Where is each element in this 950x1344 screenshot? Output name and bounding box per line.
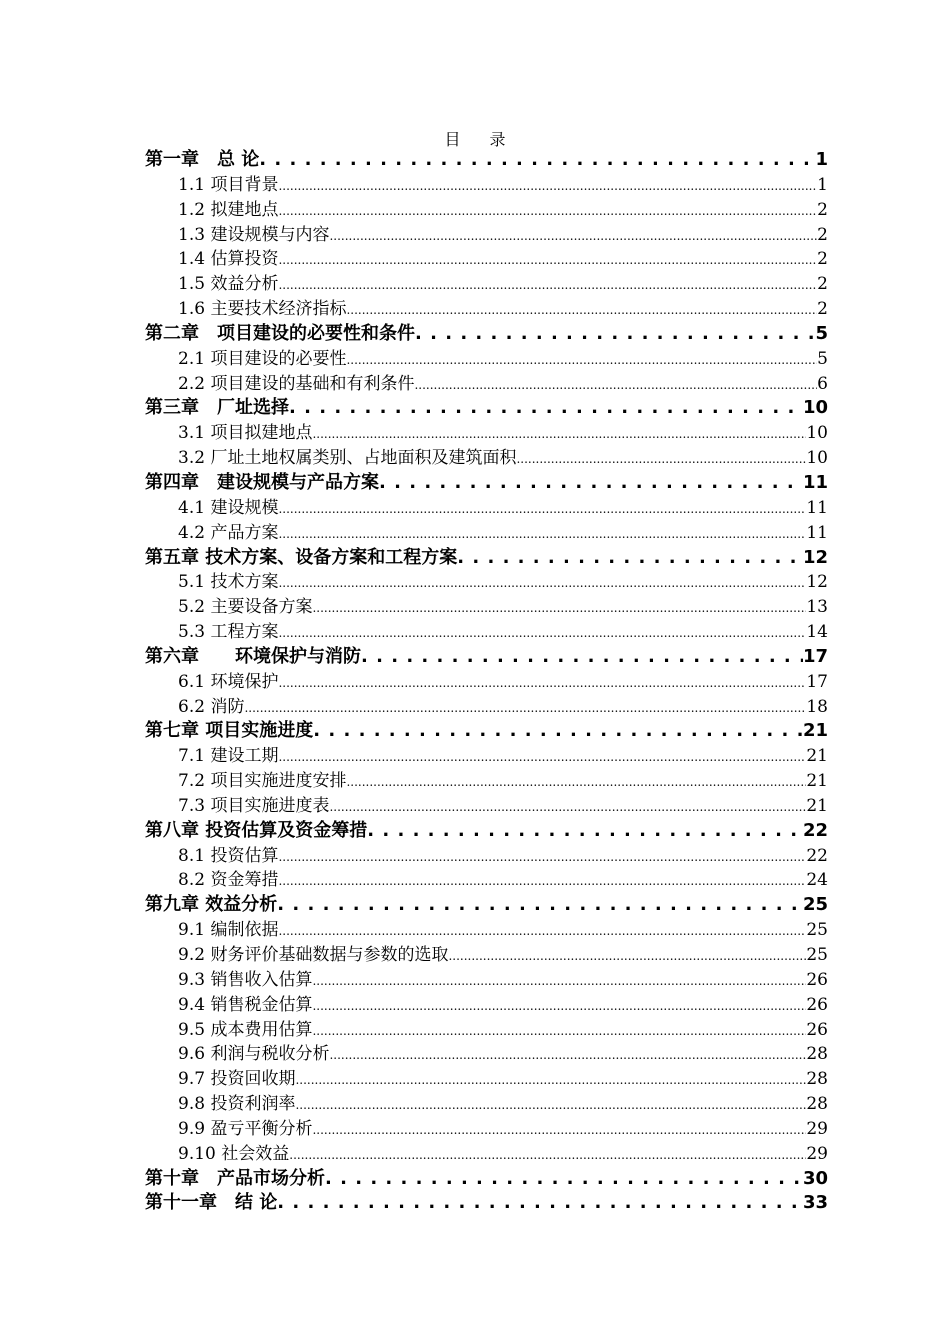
- toc-page-number: 25: [802, 894, 828, 916]
- toc-entry-label: 第八章 投资估算及资金筹措: [145, 819, 368, 841]
- table-of-contents: [145, 148, 828, 1216]
- toc-leader-dots: [278, 868, 806, 893]
- toc-section-entry[interactable]: [145, 744, 828, 769]
- toc-section-entry[interactable]: [145, 844, 828, 869]
- toc-page-number: 26: [806, 994, 828, 1015]
- toc-entry-label: 6.2 消防: [178, 696, 245, 717]
- toc-section-entry[interactable]: [145, 223, 828, 248]
- toc-page-number: 10: [806, 448, 828, 469]
- toc-entry-label: 1.6 主要技术经济指标: [178, 299, 347, 320]
- toc-chapter-entry[interactable]: [145, 719, 828, 744]
- toc-section-entry[interactable]: [145, 620, 828, 645]
- toc-page-number: 6: [817, 373, 828, 394]
- toc-leader-dots: [448, 943, 806, 968]
- toc-page-number: 21: [806, 771, 828, 792]
- toc-entry-label: 5.1 技术方案: [178, 572, 279, 593]
- toc-leader-dots: [278, 272, 817, 297]
- toc-page-number: 24: [806, 870, 828, 891]
- toc-section-entry[interactable]: [145, 173, 828, 198]
- toc-page-number: 10: [806, 423, 828, 444]
- toc-page-number: 25: [806, 920, 828, 941]
- toc-page-number: 14: [806, 622, 828, 643]
- toc-leader-dots: [346, 769, 806, 794]
- toc-leader-dots: [278, 496, 806, 521]
- toc-leader-dots: [312, 595, 806, 620]
- toc-page-number: 28: [806, 1094, 828, 1115]
- toc-leader-dots: [415, 322, 815, 347]
- toc-entry-label: 第七章 项目实施进度: [145, 720, 314, 742]
- toc-page-number: 1: [815, 149, 828, 170]
- toc-page-number: 13: [806, 597, 828, 618]
- toc-page-number: 2: [817, 199, 828, 220]
- toc-chapter-entry[interactable]: [145, 471, 828, 496]
- toc-page-number: 5: [815, 322, 828, 344]
- toc-section-entry[interactable]: [145, 943, 828, 968]
- toc-section-entry[interactable]: [145, 1142, 828, 1167]
- toc-leader-dots: [457, 546, 803, 571]
- toc-leader-dots: [289, 1142, 806, 1167]
- toc-section-entry[interactable]: [145, 1117, 828, 1142]
- toc-entry-label: 8.2 资金筹措: [178, 870, 279, 891]
- toc-page-number: 11: [806, 522, 828, 543]
- toc-section-entry[interactable]: [145, 670, 828, 695]
- toc-leader-dots: [278, 620, 806, 645]
- toc-leader-dots: [361, 645, 803, 670]
- toc-chapter-entry[interactable]: [145, 546, 828, 571]
- toc-leader-dots: [244, 695, 806, 720]
- toc-leader-dots: [367, 819, 803, 844]
- toc-leader-dots: [346, 297, 817, 322]
- toc-page-number: 12: [806, 572, 828, 593]
- toc-entry-label: 9.9 盈亏平衡分析: [178, 1118, 313, 1139]
- toc-chapter-entry[interactable]: [145, 819, 828, 844]
- toc-section-entry[interactable]: [145, 1092, 828, 1117]
- toc-section-entry[interactable]: [145, 794, 828, 819]
- toc-leader-dots: [278, 918, 806, 943]
- toc-section-entry[interactable]: [145, 421, 828, 446]
- toc-leader-dots: [346, 347, 817, 372]
- toc-page-number: 26: [806, 1019, 828, 1040]
- toc-section-entry[interactable]: [145, 918, 828, 943]
- toc-entry-label: 第三章 厂址选择: [145, 397, 289, 419]
- toc-section-entry[interactable]: [145, 347, 828, 372]
- toc-page-number: 12: [802, 546, 828, 568]
- toc-leader-dots: [379, 471, 803, 496]
- toc-page-number: 22: [802, 819, 828, 841]
- toc-section-entry[interactable]: [145, 446, 828, 471]
- toc-section-entry[interactable]: [145, 695, 828, 720]
- toc-page-number: 33: [802, 1192, 828, 1214]
- toc-section-entry[interactable]: [145, 372, 828, 397]
- toc-chapter-entry[interactable]: [145, 396, 828, 421]
- toc-chapter-entry[interactable]: [145, 893, 828, 918]
- toc-leader-dots: [312, 421, 806, 446]
- toc-page-number: 26: [806, 969, 828, 990]
- toc-page-number: 18: [806, 696, 828, 717]
- toc-entry-label: 9.1 编制依据: [178, 920, 279, 941]
- toc-page-number: 28: [806, 1069, 828, 1090]
- toc-leader-dots: [277, 893, 803, 918]
- toc-chapter-entry[interactable]: [145, 148, 828, 173]
- toc-section-entry[interactable]: [145, 968, 828, 993]
- toc-page-number: 11: [802, 471, 828, 493]
- toc-entry-label: 1.4 估算投资: [178, 249, 279, 270]
- toc-page-number: 17: [806, 671, 828, 692]
- toc-leader-dots: [278, 570, 806, 595]
- toc-entry-label: 5.3 工程方案: [178, 622, 279, 643]
- toc-page-number: 2: [817, 224, 828, 245]
- toc-entry-label: 2.1 项目建设的必要性: [178, 348, 347, 369]
- toc-entry-label: 7.1 建设工期: [178, 746, 279, 767]
- toc-entry-label: 1.1 项目背景: [178, 174, 279, 195]
- toc-entry-label: 第十章 产品市场分析: [145, 1167, 325, 1189]
- toc-chapter-entry[interactable]: [145, 645, 828, 670]
- toc-entry-label: 9.7 投资回收期: [178, 1069, 296, 1090]
- toc-entry-label: 4.2 产品方案: [178, 522, 279, 543]
- toc-entry-label: 1.5 效益分析: [178, 274, 279, 295]
- toc-leader-dots: [313, 719, 803, 744]
- toc-leader-dots: [278, 844, 806, 869]
- toc-page-number: 30: [802, 1167, 828, 1189]
- toc-entry-label: 1.3 建设规模与内容: [178, 224, 330, 245]
- toc-entry-label: 9.10 社会效益: [178, 1143, 290, 1164]
- toc-section-entry[interactable]: [145, 570, 828, 595]
- toc-page-number: 29: [806, 1143, 828, 1164]
- toc-page-number: 21: [806, 746, 828, 767]
- toc-page-number: 5: [817, 348, 828, 369]
- toc-entry-label: 7.3 项目实施进度表: [178, 795, 330, 816]
- toc-section-entry[interactable]: [145, 272, 828, 297]
- toc-leader-dots: [289, 396, 803, 421]
- toc-leader-dots: [259, 148, 815, 173]
- toc-leader-dots: [278, 670, 806, 695]
- toc-page-number: 28: [806, 1044, 828, 1065]
- toc-entry-label: 7.2 项目实施进度安排: [178, 771, 347, 792]
- toc-leader-dots: [278, 173, 817, 198]
- toc-leader-dots: [277, 1191, 803, 1216]
- toc-section-entry[interactable]: [145, 496, 828, 521]
- toc-chapter-entry[interactable]: [145, 1167, 828, 1192]
- toc-page-number: 21: [802, 720, 828, 742]
- toc-entry-label: 第九章 效益分析: [145, 894, 278, 916]
- toc-entry-label: 9.2 财务评价基础数据与参数的选取: [178, 945, 449, 965]
- toc-leader-dots: [516, 446, 806, 471]
- toc-section-entry[interactable]: [145, 247, 828, 272]
- toc-leader-dots: [278, 198, 817, 223]
- toc-leader-dots: [329, 1042, 806, 1067]
- toc-section-entry[interactable]: [145, 297, 828, 322]
- toc-entry-label: 1.2 拟建地点: [178, 199, 279, 220]
- toc-leader-dots: [414, 372, 817, 397]
- toc-section-entry[interactable]: [145, 1067, 828, 1092]
- toc-entry-label: 第六章 环境保护与消防: [145, 645, 361, 667]
- toc-section-entry[interactable]: [145, 1018, 828, 1043]
- toc-leader-dots: [312, 1018, 806, 1043]
- toc-chapter-entry[interactable]: [145, 322, 828, 347]
- toc-chapter-entry[interactable]: [145, 1191, 828, 1216]
- toc-entry-label: 9.4 销售税金估算: [178, 994, 313, 1015]
- toc-entry-label: 2.2 项目建设的基础和有利条件: [178, 373, 415, 394]
- toc-page-number: 2: [817, 249, 828, 270]
- toc-page-number: 29: [806, 1118, 828, 1139]
- toc-entry-label: 第一章 总 论: [145, 149, 260, 170]
- toc-section-entry[interactable]: [145, 769, 828, 794]
- toc-leader-dots: [278, 744, 806, 769]
- toc-leader-dots: [325, 1167, 803, 1192]
- toc-leader-dots: [329, 223, 817, 248]
- toc-entry-label: 6.1 环境保护: [178, 671, 279, 692]
- toc-section-entry[interactable]: [145, 595, 828, 620]
- toc-entry-label: 9.5 成本费用估算: [178, 1019, 313, 1040]
- toc-entry-label: 9.6 利润与税收分析: [178, 1044, 330, 1065]
- toc-section-entry[interactable]: [145, 993, 828, 1018]
- toc-leader-dots: [295, 1067, 806, 1092]
- toc-entry-label: 8.1 投资估算: [178, 845, 279, 866]
- toc-entry-label: 3.2 厂址土地权属类别、占地面积及建筑面积: [178, 448, 517, 469]
- toc-leader-dots: [312, 968, 806, 993]
- toc-page-number: 22: [806, 845, 828, 866]
- toc-section-entry[interactable]: [145, 198, 828, 223]
- page-title: 目 录: [444, 130, 518, 149]
- toc-entry-label: 第四章 建设规模与产品方案: [145, 471, 379, 493]
- toc-page-number: 2: [817, 299, 828, 320]
- toc-page-number: 17: [802, 645, 828, 667]
- toc-entry-label: 9.8 投资利润率: [178, 1094, 296, 1115]
- toc-page-number: 11: [806, 497, 828, 518]
- toc-page-number: 2: [817, 274, 828, 295]
- toc-entry-label: 4.1 建设规模: [178, 497, 279, 518]
- toc-page-number: 1: [817, 174, 828, 195]
- toc-leader-dots: [312, 993, 806, 1018]
- toc-leader-dots: [312, 1117, 806, 1142]
- toc-entry-label: 5.2 主要设备方案: [178, 597, 313, 618]
- toc-entry-label: 3.1 项目拟建地点: [178, 423, 313, 444]
- toc-leader-dots: [278, 247, 817, 272]
- toc-entry-label: 9.3 销售收入估算: [178, 969, 313, 990]
- toc-section-entry[interactable]: [145, 1042, 828, 1067]
- toc-section-entry[interactable]: [145, 521, 828, 546]
- toc-leader-dots: [329, 794, 806, 819]
- toc-leader-dots: [295, 1092, 806, 1117]
- toc-page-number: 25: [806, 945, 828, 965]
- toc-page-number: 10: [802, 397, 828, 419]
- toc-section-entry[interactable]: [145, 868, 828, 893]
- toc-entry-label: 第五章 技术方案、设备方案和工程方案: [145, 546, 458, 568]
- toc-entry-label: 第二章 项目建设的必要性和条件: [145, 322, 415, 344]
- toc-leader-dots: [278, 521, 806, 546]
- toc-entry-label: 第十一章 结 论: [145, 1192, 278, 1214]
- toc-page-number: 21: [806, 795, 828, 816]
